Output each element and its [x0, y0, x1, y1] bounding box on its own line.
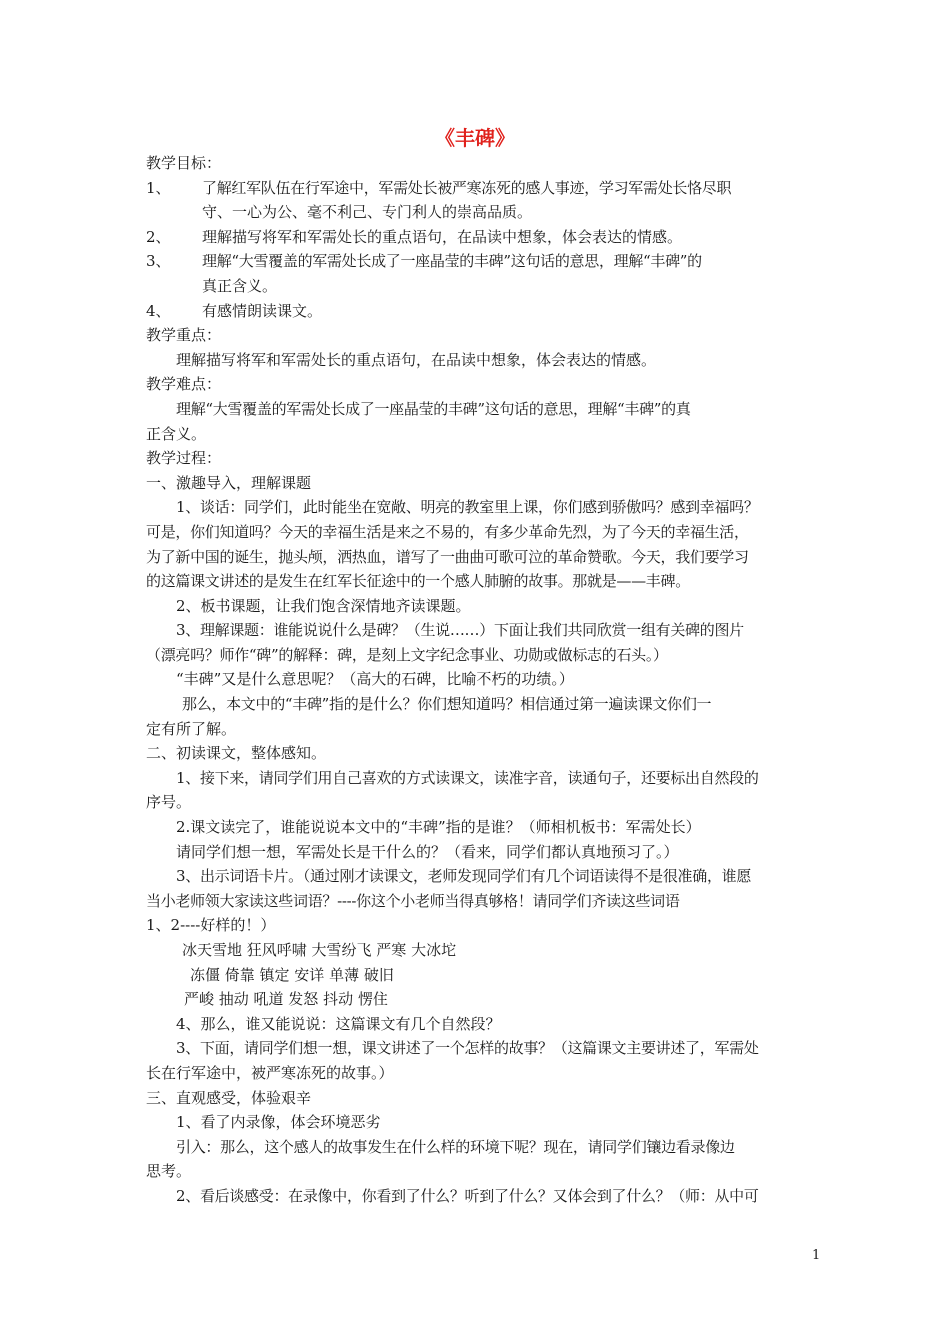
- paragraph-line: 1、谈话：同学们，此时能坐在宽敞、明亮的教室里上课，你们感到骄傲吗？感到幸福吗？: [176, 498, 759, 517]
- section-heading: 三、直观感受，体验艰辛: [146, 1088, 312, 1107]
- paragraph-line: 2、看后谈感受：在录像中，你看到了什么？听到了什么？又体会到了什么？（师：从中可: [176, 1186, 759, 1205]
- paragraph-line: （漂亮吗？师作“碑”的解释：碑，是刻上文字纪念事业、功勋或做标志的石头。）: [146, 645, 668, 664]
- section-heading: 教学难点：: [146, 375, 222, 394]
- objective-item: [146, 176, 808, 201]
- paragraph-line: 理解描写将军和军需处长的重点语句，在品读中想象，体会表达的情感。: [176, 350, 657, 369]
- item-text: 了解红军队伍在行军途中，军需处长被严寒冻死的感人事迹，学习军需处长恪尽职: [202, 178, 732, 197]
- item-text: 理解描写将军和军需处长的重点语句，在品读中想象，体会表达的情感。: [202, 227, 683, 246]
- paragraph-line: 4、那么，谁又能说说：这篇课文有几个自然段？: [176, 1014, 501, 1033]
- item-text-continued: 真正含义。: [202, 276, 278, 295]
- paragraph-line: 2、板书课题，让我们饱含深情地齐读课题。: [176, 596, 471, 615]
- item-number: 2、: [146, 227, 171, 246]
- objective-item: [146, 299, 808, 324]
- paragraph-line: 1、接下来，请同学们用自己喜欢的方式读课文，读准字音，读通句子，还要标出自然段的: [176, 768, 759, 787]
- item-text: 理解“大雪覆盖的军需处长成了一座晶莹的丰碑”这句话的意思，理解“丰碑”的: [202, 252, 702, 271]
- paragraph-line: 1、2----好样的！）: [146, 916, 276, 935]
- section-heading: 一、激趣导入，理解课题: [146, 473, 312, 492]
- section-heading: 教学目标：: [146, 154, 222, 172]
- paragraph-line: 长在行军途中，被严寒冻死的故事。）: [146, 1063, 394, 1082]
- section-heading: 二、初读课文，整体感知。: [146, 744, 327, 763]
- item-number: 1、: [146, 178, 171, 197]
- item-text-continued: 守、一心为公、毫不利己、专门利人的崇高品质。: [202, 203, 533, 222]
- paragraph-line: 定有所了解。: [146, 719, 237, 738]
- page-number: 1: [812, 1248, 821, 1263]
- vocabulary-line: 冰天雪地 狂风呼啸 大雪纷飞 严寒 大冰坨: [182, 941, 457, 959]
- objective-item: [146, 249, 808, 274]
- vocabulary-line: 冻僵 倚靠 镇定 安详 单薄 破旧: [190, 965, 394, 984]
- objective-item: [146, 225, 808, 250]
- paragraph-line: 3、理解课题：谁能说说什么是碑？（生说……）下面让我们共同欣赏一组有关碑的图片: [176, 621, 744, 640]
- paragraph-line: “丰碑”又是什么意思呢？（高大的石碑，比喻不朽的功绩。）: [176, 670, 574, 689]
- item-number: 4、: [146, 301, 171, 320]
- document-body: [146, 151, 808, 1209]
- section-heading: 教学过程：: [146, 449, 222, 468]
- paragraph-line: 思考。: [146, 1162, 192, 1181]
- paragraph-line: 理解“大雪覆盖的军需处长成了一座晶莹的丰碑”这句话的意思，理解“丰碑”的真: [176, 399, 691, 418]
- item-text: 有感情朗读课文。: [202, 301, 323, 320]
- paragraph-line: 请同学们想一想，军需处长是干什么的？（看来，同学们都认真地预习了。）: [176, 842, 679, 861]
- paragraph-line: 3、下面，请同学们想一想，课文讲述了一个怎样的故事？（这篇课文主要讲述了，军需处: [176, 1039, 759, 1058]
- paragraph-line: 为了新中国的诞生，抛头颅，洒热血，谱写了一曲曲可歌可泣的革命赞歌。今天，我们要学习: [146, 547, 749, 566]
- paragraph-line: 可是，你们知道吗？今天的幸福生活是来之不易的，有多少革命先烈，为了今天的幸福生活，: [146, 522, 749, 541]
- paragraph-line: 当小老师领大家读这些词语？----你这个小老师当得真够格！请同学们齐读这些词语: [146, 891, 680, 910]
- paragraph-line: 引入：那么，这个感人的故事发生在什么样的环境下呢？现在，请同学们镶边看录像边: [176, 1137, 735, 1156]
- paragraph-line: 2.课文读完了，谁能说说本文中的“丰碑”指的是谁？（师相机板书：军需处长）: [176, 818, 701, 837]
- paragraph-line: 1、看了内录像，体会环境恶劣: [176, 1113, 381, 1132]
- section-heading: 教学重点：: [146, 326, 222, 345]
- paragraph-line: 的这篇课文讲述的是发生在红军长征途中的一个感人肺腑的故事。那就是——丰碑。: [146, 572, 690, 591]
- paragraph-line: 正含义。: [146, 424, 207, 443]
- item-number: 3、: [146, 252, 171, 271]
- paragraph-line: 那么，本文中的“丰碑”指的是什么？你们想知道吗？相信通过第一遍读课文你们一: [182, 695, 712, 714]
- vocabulary-line: 严峻 抽动 吼道 发怒 抖动 愣住: [184, 990, 388, 1009]
- paragraph-line: 3、出示词语卡片。（通过刚才读课文，老师发现同学们有几个词语读得不是很准确，谁愿: [176, 867, 752, 886]
- document-title: 《丰碑》: [435, 126, 515, 150]
- paragraph-line: 序号。: [146, 793, 192, 812]
